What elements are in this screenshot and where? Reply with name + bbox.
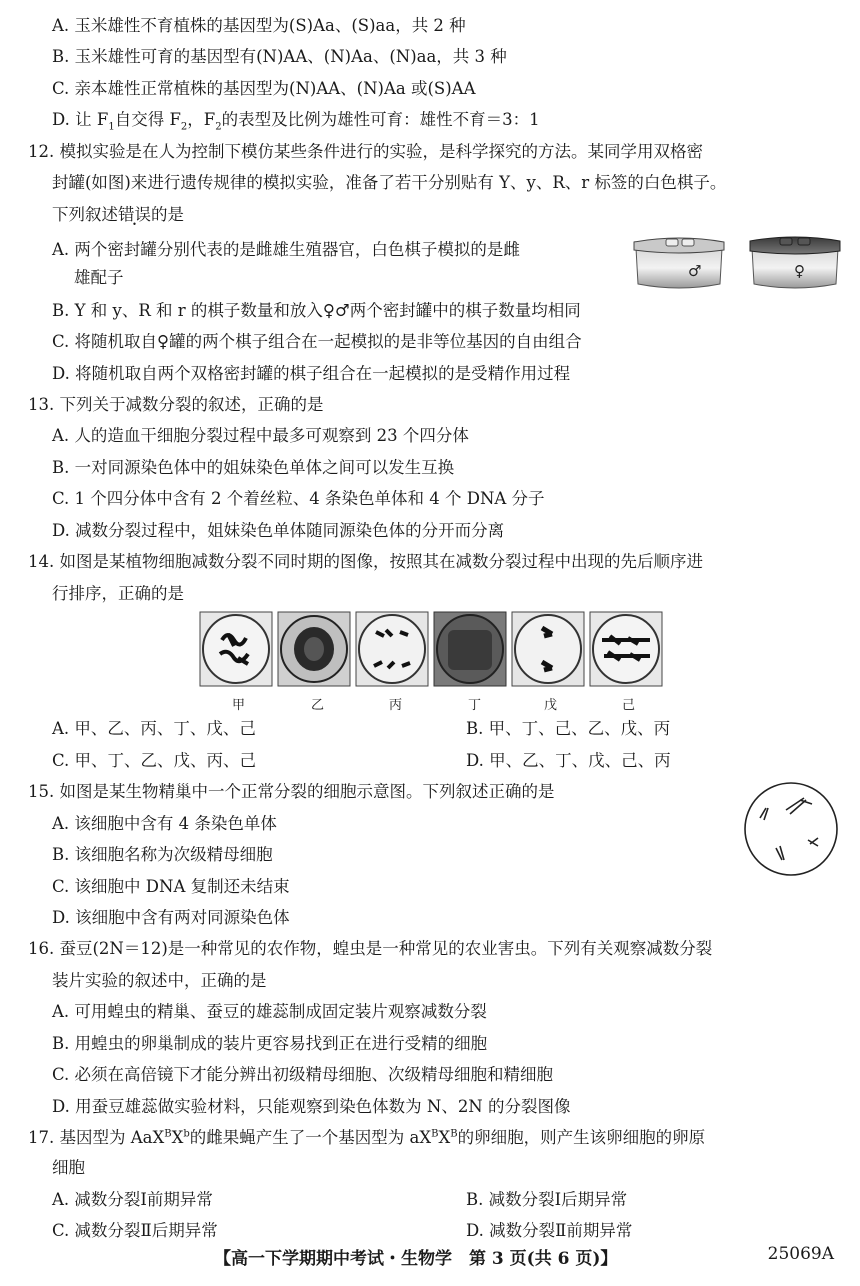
q15-option-c: C. 该细胞中 DNA 复制还未结束 [52, 877, 290, 896]
q11-option-c: C. 亲本雄性正常植株的基因型为(N)AA、(N)Aa 或(S)AA [52, 79, 476, 98]
q12-stem-line3: 下列叙述错误的是 [52, 205, 184, 224]
female-symbol: ♀ [794, 262, 805, 280]
male-jar [634, 238, 724, 288]
caption-yi: 乙 [311, 698, 325, 713]
q14-stem-line2: 行排序，正确的是 [52, 584, 184, 603]
caption-bing: 丙 [389, 698, 403, 713]
q13-option-c: C. 1 个四分体中含有 2 个着丝粒、4 条染色单体和 4 个 DNA 分子 [52, 489, 545, 508]
q12-stem-line2: 封罐(如图)来进行遗传规律的模拟实验，准备了若干分别贴有 Y、y、R、r 标签的白色棋子。 [52, 173, 727, 192]
q12-stem-line1: 12. 模拟实验是在人为控制下模仿某些条件进行的实验，是科学探究的方法。某同学用双格密 [28, 142, 703, 161]
q17-option-d: D. 减数分裂Ⅱ前期异常 [466, 1221, 633, 1240]
meiosis-micrographs [198, 610, 664, 690]
q15-stem: 15. 如图是某生物精巢中一个正常分裂的细胞示意图。下列叙述正确的是 [28, 782, 555, 801]
q16-stem-line1: 16. 蚕豆(2N＝12)是一种常见的农作物，蝗虫是一种常见的农业害虫。下列有关观察减数分裂 [28, 939, 713, 958]
q17-stem-line1: 17. 基因型为 $AaX^BX^b$的雌果蝇产生了一个基因型为 $aX^BX^B$的卵细胞，则产生该卵细胞的卵原 [28, 1128, 706, 1147]
q13-option-d: D. 减数分裂过程中，姐妹染色单体随同源染色体的分开而分离 [52, 521, 505, 540]
q15-option-d: D. 该细胞中含有两对同源染色体 [52, 908, 290, 927]
q16-option-c: C. 必须在高倍镜下才能分辨出初级精母细胞、次级精母细胞和精细胞 [52, 1065, 554, 1084]
q14-option-c: C. 甲、丁、乙、戊、丙、己 [52, 751, 257, 770]
q14-stem-line1: 14. 如图是某植物细胞减数分裂不同时期的图像，按照其在减数分裂过程中出现的先后顺序进 [28, 552, 703, 571]
q14-option-b: B. 甲、丁、己、乙、戊、丙 [466, 719, 671, 738]
caption-ding: 丁 [468, 698, 482, 713]
q16-option-d: D. 用蚕豆雄蕊做实验材料，只能观察到染色体数为 N、2N 的分裂图像 [52, 1097, 571, 1116]
micrograph-bing [356, 612, 428, 686]
emphasis-word: 错误 [118, 205, 151, 224]
micrograph-yi [278, 612, 350, 686]
q16-option-b: B. 用蝗虫的卵巢制成的装片更容易找到正在进行受精的细胞 [52, 1034, 488, 1053]
q17-option-b: B. 减数分裂Ⅰ后期异常 [466, 1190, 628, 1209]
q12-option-b: B. Y 和 y、R 和 r 的棋子数量和放入♀♂两个密封罐中的棋子数量均相同 [52, 301, 581, 320]
caption-jia: 甲 [232, 698, 246, 713]
micrograph-jia [200, 612, 272, 686]
q13-option-a: A. 人的造血干细胞分裂过程中最多可观察到 23 个四分体 [52, 426, 469, 445]
micrograph-ji [590, 612, 662, 686]
q14-option-d: D. 甲、乙、丁、戊、己、丙 [466, 751, 671, 770]
micrograph-wu [512, 612, 584, 686]
q11-option-b: B. 玉米雄性可育的基因型有(N)AA、(N)Aa、(N)aa，共 3 种 [52, 47, 507, 66]
micrograph-ding [434, 612, 506, 686]
q11-option-a: A. 玉米雄性不育植株的基因型为(S)Aa、(S)aa，共 2 种 [52, 16, 466, 35]
q12-option-a-line2: 雄配子 [74, 268, 124, 287]
q16-stem-line2: 装片实验的叙述中，正确的是 [52, 971, 267, 990]
q11-option-d: D. 让 $F_1$自交得 $F_2$，$F_2$的表型及比例为雄性可育：雄性不育＝3：1 [52, 110, 540, 133]
page-footer: 【高一下学期期中考试・生物学 第 3 页(共 6 页)】 [214, 1249, 618, 1269]
q17-stem-line2: 细胞 [52, 1158, 85, 1177]
q15-option-a: A. 该细胞中含有 4 条染色单体 [52, 814, 277, 833]
caption-ji: 己 [622, 698, 636, 713]
q13-option-b: B. 一对同源染色体中的姐妹染色单体之间可以发生互换 [52, 458, 455, 477]
q17-option-a: A. 减数分裂Ⅰ前期异常 [52, 1190, 213, 1209]
q12-option-c: C. 将随机取自♀罐的两个棋子组合在一起模拟的是非等位基因的自由组合 [52, 332, 582, 351]
female-jar [750, 237, 840, 288]
male-symbol: ♂ [688, 262, 702, 280]
q13-stem: 13. 下列关于减数分裂的叙述，正确的是 [28, 395, 324, 414]
q12-option-d: D. 将随机取自两个双格密封罐的棋子组合在一起模拟的是受精作用过程 [52, 364, 571, 383]
q17-option-c: C. 减数分裂Ⅱ后期异常 [52, 1221, 218, 1240]
cell-diagram [742, 780, 840, 878]
q15-option-b: B. 该细胞名称为次级精母细胞 [52, 845, 273, 864]
q16-option-a: A. 可用蝗虫的精巢、蚕豆的雄蕊制成固定装片观察减数分裂 [52, 1002, 487, 1021]
exam-code: 25069A [767, 1244, 834, 1264]
sealed-jars-figure [630, 232, 845, 294]
caption-wu: 戊 [544, 698, 558, 713]
q14-option-a: A. 甲、乙、丙、丁、戊、己 [52, 719, 256, 738]
q12-option-a-line1: A. 两个密封罐分别代表的是雌雄生殖器官，白色棋子模拟的是雌 [52, 240, 520, 259]
